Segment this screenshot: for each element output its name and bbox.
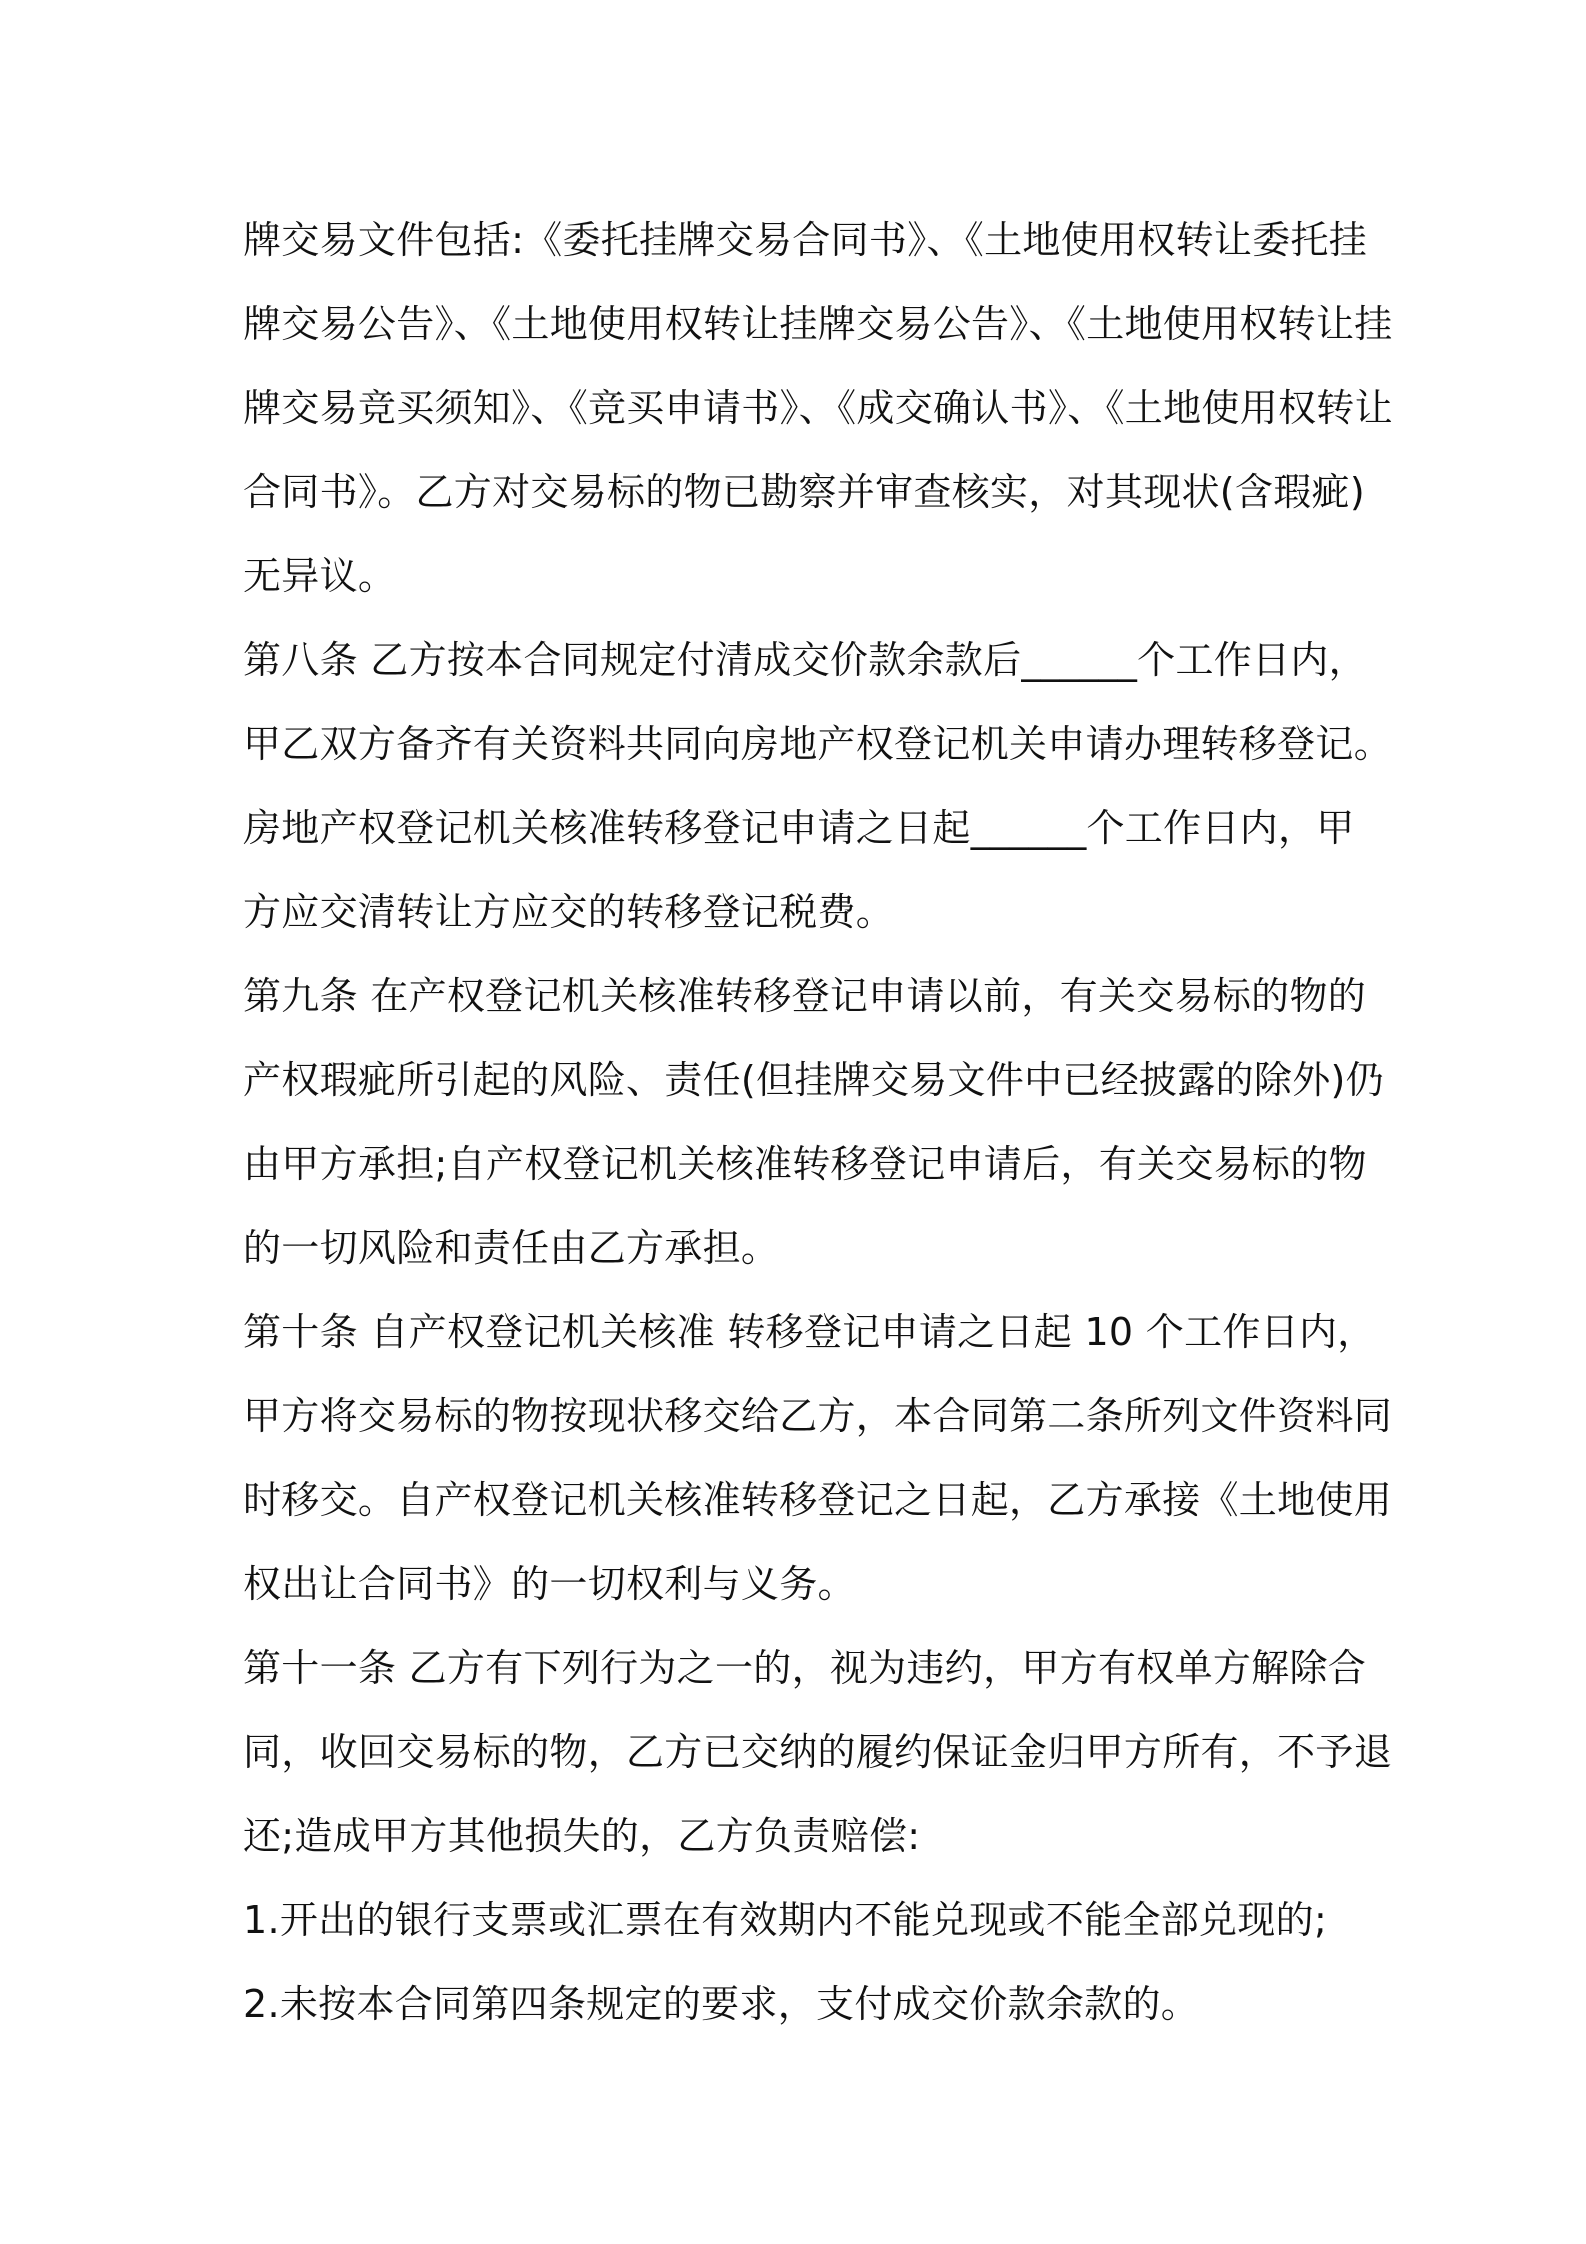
- text-line: 方应交清转让方应交的转移登记税费。: [243, 890, 895, 934]
- text-line: 时移交。自产权登记机关核准转移登记之日起，乙方承接《土地使用: [243, 1478, 1393, 1522]
- text-line: 房地产权登记机关核准转移登记申请之日起______个工作日内，甲: [243, 806, 1355, 850]
- text-line: 牌交易公告》、《土地使用权转让挂牌交易公告》、《土地使用权转让挂: [243, 302, 1393, 346]
- contract-text-body: [243, 198, 1393, 2046]
- article-10-line: 第十条 自产权登记机关核准 转移登记申请之日起 10 个工作日内，: [243, 1310, 1376, 1354]
- text-line: 还;造成甲方其他损失的，乙方负责赔偿:: [243, 1814, 921, 1858]
- text-line: 甲乙双方备齐有关资料共同向房地产权登记机关申请办理转移登记。: [243, 722, 1393, 766]
- article-9-line: 第九条 在产权登记机关核准转移登记申请以前，有关交易标的物的: [243, 974, 1367, 1018]
- article-11-line: 第十一条 乙方有下列行为之一的，视为违约，甲方有权单方解除合: [243, 1646, 1367, 1690]
- list-item-1: 1.开出的银行支票或汇票在有效期内不能兑现或不能全部兑现的;: [243, 1898, 1328, 1942]
- text-line: 同，收回交易标的物，乙方已交纳的履约保证金归甲方所有，不予退: [243, 1730, 1393, 1774]
- text-line: 牌交易竞买须知》、《竞买申请书》、《成交确认书》、《土地使用权转让: [243, 386, 1393, 430]
- text-line: 权出让合同书》的一切权利与义务。: [243, 1562, 856, 1606]
- list-item-2: 2.未按本合同第四条规定的要求，支付成交价款余款的。: [243, 1982, 1200, 2026]
- text-line: 无异议。: [243, 554, 397, 598]
- text-line: 合同书》。乙方对交易标的物已勘察并审查核实，对其现状(含瑕疵): [243, 470, 1365, 514]
- text-line: 由甲方承担;自产权登记机关核准转移登记申请后，有关交易标的物: [243, 1142, 1367, 1186]
- text-line: 甲方将交易标的物按现状移交给乙方，本合同第二条所列文件资料同: [243, 1394, 1393, 1438]
- text-line: 产权瑕疵所引起的风险、责任(但挂牌交易文件中已经披露的除外)仍: [243, 1058, 1384, 1102]
- article-8-line: 第八条 乙方按本合同规定付清成交价款余款后______个工作日内，: [243, 638, 1367, 682]
- text-line: 牌交易文件包括:《委托挂牌交易合同书》、《土地使用权转让委托挂: [243, 218, 1368, 262]
- text-line: 的一切风险和责任由乙方承担。: [243, 1226, 780, 1270]
